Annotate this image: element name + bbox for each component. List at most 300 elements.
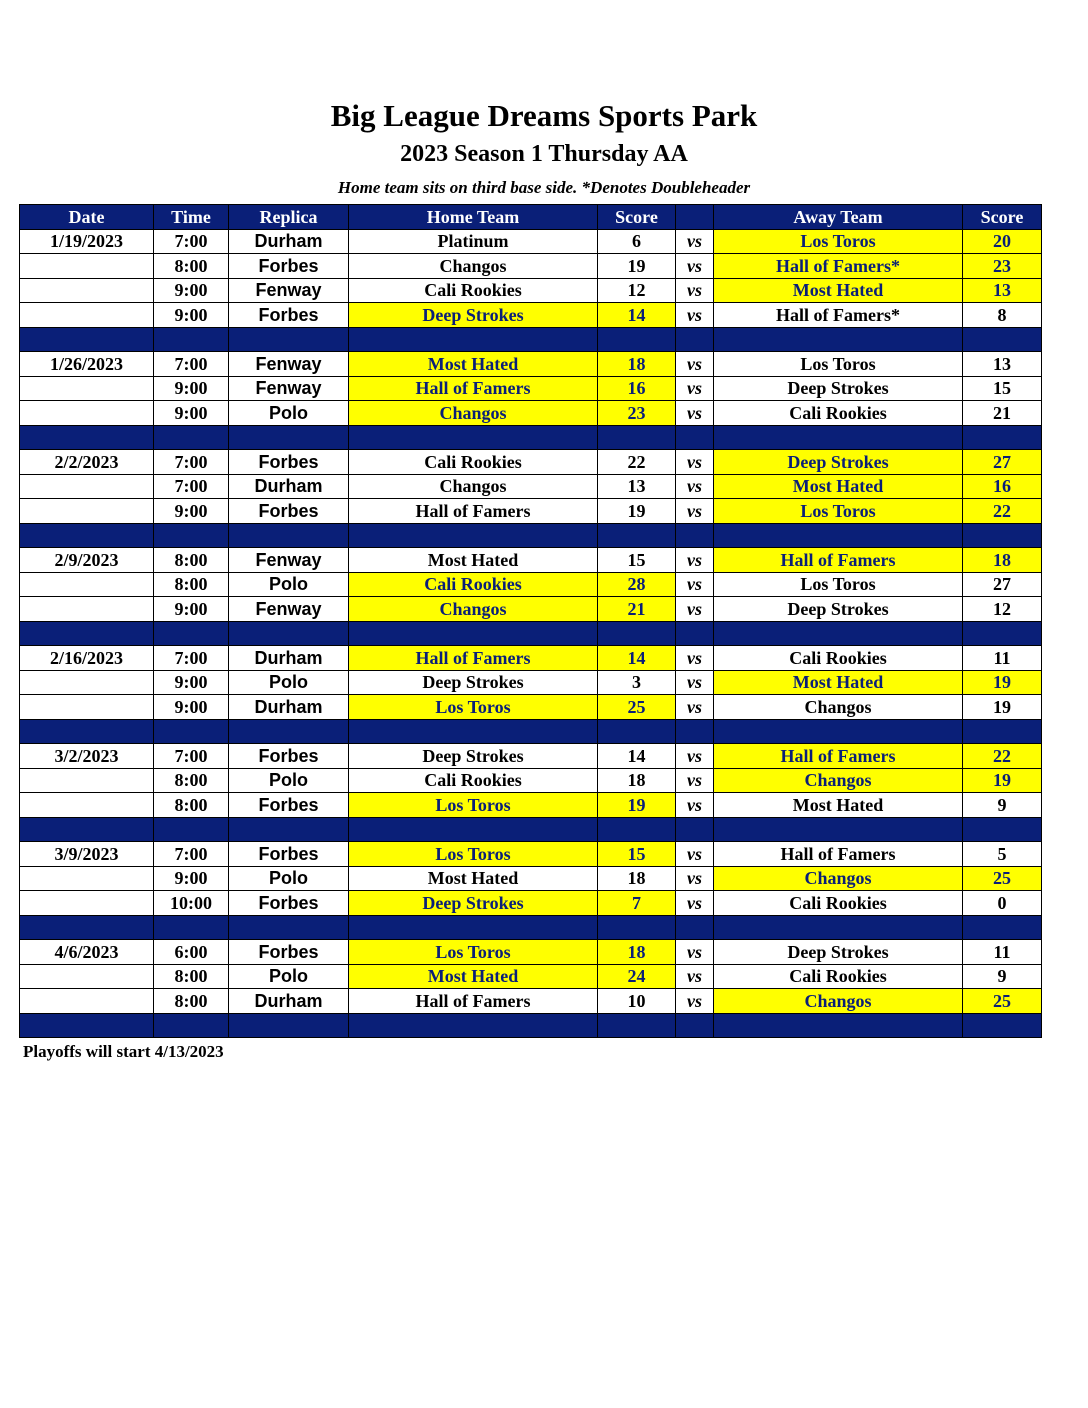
game-time: 9:00 <box>154 695 229 720</box>
away-score: 11 <box>963 646 1042 671</box>
field-replica: Fenway <box>229 278 349 303</box>
separator-cell <box>154 1013 229 1038</box>
separator-cell <box>229 915 349 940</box>
vs-label: vs <box>676 989 714 1014</box>
playoffs-note: Playoffs will start 4/13/2023 <box>23 1042 224 1061</box>
home-team: Hall of Famers <box>349 499 598 524</box>
vs-label: vs <box>676 646 714 671</box>
separator-cell <box>154 425 229 450</box>
game-row <box>20 695 1042 720</box>
away-team: Deep Strokes <box>714 376 963 401</box>
separator-cell <box>963 1013 1042 1038</box>
game-row <box>20 842 1042 867</box>
game-date <box>20 303 154 328</box>
away-team: Hall of Famers <box>714 548 963 573</box>
away-score: 11 <box>963 940 1042 965</box>
away-score: 19 <box>963 670 1042 695</box>
away-score: 13 <box>963 278 1042 303</box>
field-replica: Polo <box>229 670 349 695</box>
game-date <box>20 670 154 695</box>
separator-cell <box>598 915 676 940</box>
vs-label: vs <box>676 548 714 573</box>
game-time: 10:00 <box>154 891 229 916</box>
home-team: Changos <box>349 401 598 426</box>
header-replica: Replica <box>229 205 349 230</box>
away-team: Most Hated <box>714 474 963 499</box>
game-date <box>20 597 154 622</box>
separator-cell <box>349 915 598 940</box>
away-team: Los Toros <box>714 572 963 597</box>
separator-cell <box>598 817 676 842</box>
home-score: 23 <box>598 401 676 426</box>
separator-cell <box>963 425 1042 450</box>
separator-cell <box>676 327 714 352</box>
header-away-score: Score <box>963 205 1042 230</box>
away-score: 23 <box>963 254 1042 279</box>
home-team: Los Toros <box>349 793 598 818</box>
home-team: Changos <box>349 254 598 279</box>
away-score: 15 <box>963 376 1042 401</box>
field-replica: Durham <box>229 229 349 254</box>
separator-cell <box>349 523 598 548</box>
game-date <box>20 254 154 279</box>
header-date: Date <box>20 205 154 230</box>
vs-label: vs <box>676 450 714 475</box>
separator-cell <box>963 327 1042 352</box>
game-date: 3/2/2023 <box>20 744 154 769</box>
away-team: Hall of Famers <box>714 744 963 769</box>
home-team: Deep Strokes <box>349 303 598 328</box>
separator-cell <box>20 621 154 646</box>
vs-label: vs <box>676 303 714 328</box>
separator-cell <box>229 1013 349 1038</box>
separator-cell <box>20 817 154 842</box>
page-title: Big League Dreams Sports Park <box>330 98 758 133</box>
game-row <box>20 499 1042 524</box>
game-row <box>20 278 1042 303</box>
game-date: 2/2/2023 <box>20 450 154 475</box>
separator-cell <box>714 523 963 548</box>
game-time: 9:00 <box>154 597 229 622</box>
home-team: Changos <box>349 597 598 622</box>
game-time: 9:00 <box>154 278 229 303</box>
field-replica: Forbes <box>229 842 349 867</box>
vs-label: vs <box>676 474 714 499</box>
home-team: Hall of Famers <box>349 376 598 401</box>
home-team: Most Hated <box>349 352 598 377</box>
game-row <box>20 572 1042 597</box>
schedule-body <box>20 229 1042 1038</box>
game-date: 4/6/2023 <box>20 940 154 965</box>
game-time: 7:00 <box>154 450 229 475</box>
home-score: 22 <box>598 450 676 475</box>
vs-label: vs <box>676 597 714 622</box>
vs-label: vs <box>676 842 714 867</box>
separator-cell <box>598 621 676 646</box>
separator-cell <box>229 719 349 744</box>
game-row <box>20 940 1042 965</box>
away-score: 20 <box>963 229 1042 254</box>
vs-label: vs <box>676 254 714 279</box>
separator-cell <box>20 1013 154 1038</box>
away-team: Changos <box>714 695 963 720</box>
game-date <box>20 793 154 818</box>
schedule-table <box>19 204 1042 1038</box>
field-replica: Durham <box>229 474 349 499</box>
away-team: Changos <box>714 768 963 793</box>
separator-cell <box>229 523 349 548</box>
separator-cell <box>714 1013 963 1038</box>
game-time: 7:00 <box>154 842 229 867</box>
home-score: 6 <box>598 229 676 254</box>
header-home-score: Score <box>598 205 676 230</box>
home-score: 18 <box>598 866 676 891</box>
game-time: 8:00 <box>154 768 229 793</box>
home-score: 12 <box>598 278 676 303</box>
home-team: Hall of Famers <box>349 646 598 671</box>
header-time: Time <box>154 205 229 230</box>
separator-cell <box>20 719 154 744</box>
home-team: Los Toros <box>349 695 598 720</box>
away-team: Changos <box>714 866 963 891</box>
game-row <box>20 964 1042 989</box>
game-row <box>20 891 1042 916</box>
home-score: 18 <box>598 352 676 377</box>
game-date <box>20 499 154 524</box>
separator-cell <box>349 1013 598 1038</box>
away-score: 19 <box>963 695 1042 720</box>
away-score: 13 <box>963 352 1042 377</box>
separator-cell <box>676 621 714 646</box>
away-score: 5 <box>963 842 1042 867</box>
separator-cell <box>963 621 1042 646</box>
separator-cell <box>349 425 598 450</box>
home-team: Los Toros <box>349 842 598 867</box>
week-separator-row <box>20 719 1042 744</box>
separator-cell <box>20 327 154 352</box>
game-date: 1/26/2023 <box>20 352 154 377</box>
home-team: Cali Rookies <box>349 450 598 475</box>
game-row <box>20 474 1042 499</box>
game-date <box>20 891 154 916</box>
game-row <box>20 376 1042 401</box>
away-score: 21 <box>963 401 1042 426</box>
field-replica: Polo <box>229 964 349 989</box>
field-replica: Forbes <box>229 303 349 328</box>
field-replica: Fenway <box>229 352 349 377</box>
home-team: Platinum <box>349 229 598 254</box>
separator-cell <box>229 817 349 842</box>
home-team: Most Hated <box>349 964 598 989</box>
vs-label: vs <box>676 695 714 720</box>
game-row <box>20 303 1042 328</box>
home-score: 10 <box>598 989 676 1014</box>
away-score: 27 <box>963 450 1042 475</box>
separator-cell <box>714 327 963 352</box>
vs-label: vs <box>676 352 714 377</box>
field-replica: Forbes <box>229 744 349 769</box>
separator-cell <box>714 719 963 744</box>
home-team: Most Hated <box>349 866 598 891</box>
week-separator-row <box>20 327 1042 352</box>
separator-cell <box>714 621 963 646</box>
vs-label: vs <box>676 278 714 303</box>
home-team: Deep Strokes <box>349 891 598 916</box>
home-team: Deep Strokes <box>349 670 598 695</box>
home-score: 19 <box>598 254 676 279</box>
away-team: Hall of Famers* <box>714 303 963 328</box>
game-row <box>20 646 1042 671</box>
vs-label: vs <box>676 744 714 769</box>
separator-cell <box>349 327 598 352</box>
away-team: Cali Rookies <box>714 646 963 671</box>
home-score: 25 <box>598 695 676 720</box>
field-replica: Fenway <box>229 376 349 401</box>
week-separator-row <box>20 523 1042 548</box>
game-row <box>20 866 1042 891</box>
away-team: Deep Strokes <box>714 450 963 475</box>
game-date <box>20 376 154 401</box>
separator-cell <box>229 425 349 450</box>
week-separator-row <box>20 1013 1042 1038</box>
game-date <box>20 768 154 793</box>
game-time: 7:00 <box>154 474 229 499</box>
game-time: 8:00 <box>154 793 229 818</box>
separator-cell <box>229 327 349 352</box>
field-replica: Forbes <box>229 891 349 916</box>
header-vs <box>676 205 714 230</box>
week-separator-row <box>20 621 1042 646</box>
separator-cell <box>20 915 154 940</box>
vs-label: vs <box>676 229 714 254</box>
game-time: 8:00 <box>154 964 229 989</box>
home-team: Los Toros <box>349 940 598 965</box>
home-score: 19 <box>598 499 676 524</box>
separator-cell <box>154 719 229 744</box>
home-team: Cali Rookies <box>349 572 598 597</box>
away-team: Most Hated <box>714 793 963 818</box>
field-replica: Forbes <box>229 793 349 818</box>
game-date <box>20 989 154 1014</box>
home-score: 14 <box>598 744 676 769</box>
field-replica: Polo <box>229 401 349 426</box>
vs-label: vs <box>676 866 714 891</box>
home-score: 15 <box>598 842 676 867</box>
game-time: 7:00 <box>154 229 229 254</box>
game-date <box>20 866 154 891</box>
game-row <box>20 548 1042 573</box>
week-separator-row <box>20 915 1042 940</box>
separator-cell <box>20 425 154 450</box>
page-subtitle: 2023 Season 1 Thursday AA <box>400 141 688 167</box>
separator-cell <box>676 915 714 940</box>
away-team: Most Hated <box>714 278 963 303</box>
field-replica: Forbes <box>229 499 349 524</box>
separator-cell <box>963 523 1042 548</box>
away-team: Cali Rookies <box>714 964 963 989</box>
separator-cell <box>963 915 1042 940</box>
week-separator-row <box>20 425 1042 450</box>
away-score: 9 <box>963 793 1042 818</box>
game-date <box>20 695 154 720</box>
game-time: 9:00 <box>154 401 229 426</box>
game-row <box>20 229 1042 254</box>
game-time: 9:00 <box>154 499 229 524</box>
field-replica: Durham <box>229 646 349 671</box>
home-score: 19 <box>598 793 676 818</box>
separator-cell <box>598 327 676 352</box>
game-row <box>20 597 1042 622</box>
game-date: 1/19/2023 <box>20 229 154 254</box>
away-score: 27 <box>963 572 1042 597</box>
field-replica: Forbes <box>229 450 349 475</box>
vs-label: vs <box>676 891 714 916</box>
separator-cell <box>676 719 714 744</box>
vs-label: vs <box>676 964 714 989</box>
separator-cell <box>714 915 963 940</box>
home-score: 24 <box>598 964 676 989</box>
away-team: Hall of Famers* <box>714 254 963 279</box>
home-score: 28 <box>598 572 676 597</box>
home-team: Deep Strokes <box>349 744 598 769</box>
game-time: 8:00 <box>154 254 229 279</box>
game-row <box>20 670 1042 695</box>
home-team: Changos <box>349 474 598 499</box>
separator-cell <box>714 425 963 450</box>
game-row <box>20 352 1042 377</box>
away-score: 9 <box>963 964 1042 989</box>
away-score: 25 <box>963 866 1042 891</box>
game-row <box>20 744 1042 769</box>
separator-cell <box>676 425 714 450</box>
field-replica: Durham <box>229 989 349 1014</box>
away-score: 22 <box>963 744 1042 769</box>
separator-cell <box>598 425 676 450</box>
separator-cell <box>154 327 229 352</box>
separator-cell <box>154 915 229 940</box>
away-team: Cali Rookies <box>714 401 963 426</box>
vs-label: vs <box>676 670 714 695</box>
game-time: 8:00 <box>154 548 229 573</box>
field-replica: Forbes <box>229 254 349 279</box>
vs-label: vs <box>676 401 714 426</box>
separator-cell <box>229 621 349 646</box>
week-separator-row <box>20 817 1042 842</box>
game-row <box>20 450 1042 475</box>
game-date <box>20 401 154 426</box>
game-time: 7:00 <box>154 744 229 769</box>
field-replica: Polo <box>229 768 349 793</box>
game-time: 7:00 <box>154 646 229 671</box>
vs-label: vs <box>676 572 714 597</box>
game-date <box>20 474 154 499</box>
away-team: Most Hated <box>714 670 963 695</box>
field-replica: Polo <box>229 866 349 891</box>
field-replica: Polo <box>229 572 349 597</box>
home-score: 18 <box>598 768 676 793</box>
separator-cell <box>349 719 598 744</box>
game-row <box>20 989 1042 1014</box>
separator-cell <box>154 817 229 842</box>
away-team: Deep Strokes <box>714 597 963 622</box>
header-row <box>20 205 1042 230</box>
home-score: 7 <box>598 891 676 916</box>
game-date <box>20 964 154 989</box>
vs-label: vs <box>676 768 714 793</box>
home-team: Hall of Famers <box>349 989 598 1014</box>
vs-label: vs <box>676 499 714 524</box>
header-home-team: Home Team <box>349 205 598 230</box>
separator-cell <box>676 1013 714 1038</box>
home-score: 14 <box>598 303 676 328</box>
separator-cell <box>963 719 1042 744</box>
game-row <box>20 793 1042 818</box>
field-replica: Durham <box>229 695 349 720</box>
home-score: 16 <box>598 376 676 401</box>
game-time: 8:00 <box>154 572 229 597</box>
game-time: 9:00 <box>154 866 229 891</box>
separator-cell <box>598 719 676 744</box>
game-date: 2/16/2023 <box>20 646 154 671</box>
away-score: 16 <box>963 474 1042 499</box>
game-time: 8:00 <box>154 989 229 1014</box>
home-score: 14 <box>598 646 676 671</box>
vs-label: vs <box>676 376 714 401</box>
separator-cell <box>349 817 598 842</box>
separator-cell <box>714 817 963 842</box>
separator-cell <box>154 523 229 548</box>
game-date <box>20 572 154 597</box>
separator-cell <box>154 621 229 646</box>
game-time: 7:00 <box>154 352 229 377</box>
away-team: Los Toros <box>714 352 963 377</box>
away-team: Cali Rookies <box>714 891 963 916</box>
game-row <box>20 254 1042 279</box>
away-team: Changos <box>714 989 963 1014</box>
separator-cell <box>349 621 598 646</box>
game-date: 2/9/2023 <box>20 548 154 573</box>
separator-cell <box>598 523 676 548</box>
away-team: Hall of Famers <box>714 842 963 867</box>
separator-cell <box>963 817 1042 842</box>
game-row <box>20 401 1042 426</box>
away-score: 18 <box>963 548 1042 573</box>
game-date <box>20 278 154 303</box>
away-team: Los Toros <box>714 499 963 524</box>
away-score: 22 <box>963 499 1042 524</box>
game-time: 9:00 <box>154 376 229 401</box>
game-time: 9:00 <box>154 670 229 695</box>
game-date: 3/9/2023 <box>20 842 154 867</box>
separator-cell <box>676 523 714 548</box>
vs-label: vs <box>676 793 714 818</box>
home-team: Most Hated <box>349 548 598 573</box>
vs-label: vs <box>676 940 714 965</box>
away-score: 0 <box>963 891 1042 916</box>
game-time: 9:00 <box>154 303 229 328</box>
field-replica: Fenway <box>229 548 349 573</box>
separator-cell <box>20 523 154 548</box>
home-score: 18 <box>598 940 676 965</box>
home-team: Cali Rookies <box>349 278 598 303</box>
home-score: 13 <box>598 474 676 499</box>
home-score: 3 <box>598 670 676 695</box>
game-time: 6:00 <box>154 940 229 965</box>
away-score: 8 <box>963 303 1042 328</box>
home-score: 21 <box>598 597 676 622</box>
away-team: Deep Strokes <box>714 940 963 965</box>
away-score: 25 <box>963 989 1042 1014</box>
